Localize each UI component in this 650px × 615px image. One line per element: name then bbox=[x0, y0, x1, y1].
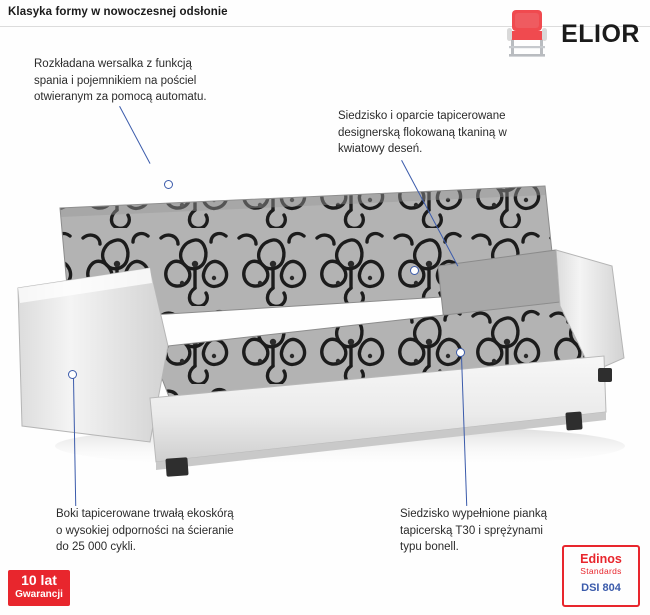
brand-logo bbox=[499, 6, 640, 62]
callout-top-left bbox=[34, 56, 207, 106]
page-title: Klasyka formy w nowoczesnej odsłonie bbox=[8, 6, 228, 18]
callout-line: tapicerską T30 i sprężynami bbox=[400, 524, 543, 537]
hotspot-dot-bottom-left[interactable] bbox=[68, 370, 77, 379]
hotspot-dot-bottom-right[interactable] bbox=[456, 348, 465, 357]
callout-line: Rozkładana wersalka z funkcją bbox=[34, 58, 192, 70]
callout-line: spania i pojemnikiem na pościel bbox=[34, 74, 197, 87]
edinos-name: Edinos bbox=[580, 552, 622, 566]
callout-top-right bbox=[338, 108, 507, 158]
edinos-subtitle: Standards bbox=[580, 566, 622, 576]
callout-line: o wysokiej odporności na ścieranie bbox=[56, 524, 234, 537]
hotspot-dot-top-left[interactable] bbox=[164, 180, 173, 189]
brand-name: ELIOR bbox=[561, 19, 640, 48]
callout-line: kwiatowy deseń. bbox=[338, 143, 423, 155]
armchair-icon bbox=[499, 6, 555, 62]
callout-line: do 25 000 cykli. bbox=[56, 541, 136, 553]
product-image bbox=[0, 150, 650, 490]
warranty-label: Gwarancji bbox=[15, 588, 63, 600]
edinos-code: DSI 804 bbox=[581, 582, 621, 594]
callout-line: Siedzisko i oparcie tapicerowane bbox=[338, 110, 506, 122]
edinos-standards-badge bbox=[562, 545, 640, 607]
hotspot-dot-top-right[interactable] bbox=[410, 266, 419, 275]
callout-line: designerską flokowaną tkaniną w bbox=[338, 126, 507, 139]
callout-line: Siedzisko wypełnione pianką bbox=[400, 508, 548, 520]
warranty-years: 10 lat bbox=[21, 572, 57, 588]
callout-line: typu bonell. bbox=[400, 541, 459, 553]
callout-bottom-left bbox=[56, 506, 234, 556]
callout-bottom-right bbox=[400, 506, 547, 556]
callout-line: otwieranym za pomocą automatu. bbox=[34, 91, 207, 103]
warranty-badge bbox=[8, 570, 70, 606]
callout-line: Boki tapicerowane trwałą ekoskórą bbox=[56, 508, 234, 520]
